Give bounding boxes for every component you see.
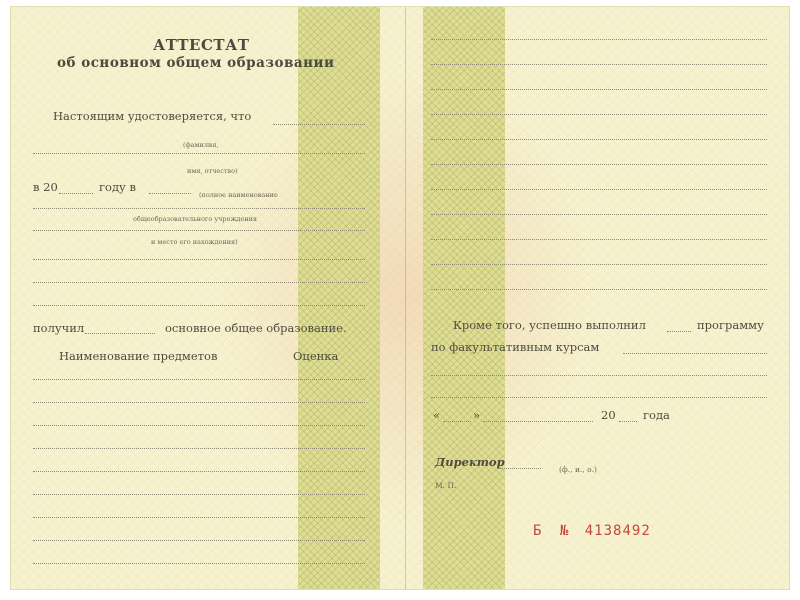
director-label: Директор <box>435 455 505 469</box>
received-suffix: основное общее образование. <box>165 321 347 335</box>
subject-row-line <box>431 64 767 65</box>
additional-line <box>667 331 691 332</box>
electives-line-2 <box>431 375 767 376</box>
year-prefix: в 20 <box>33 180 58 194</box>
certify-text: Настоящим удостоверяется, что <box>53 109 252 123</box>
subject-row-line <box>431 264 767 265</box>
serial-series: Б <box>533 523 543 539</box>
subject-row-line <box>33 379 365 380</box>
program-word: программу <box>697 318 764 332</box>
date-year-prefix: 20 <box>601 408 616 422</box>
date-month-line <box>483 421 593 422</box>
date-close-quote: » <box>473 408 481 422</box>
subject-row-line <box>431 164 767 165</box>
institution-line-1 <box>149 193 191 194</box>
page-fold <box>405 7 406 589</box>
subject-row-line <box>431 39 767 40</box>
received-line <box>85 333 155 334</box>
date-year-line <box>619 421 637 422</box>
additional-text: Кроме того, успешно выполнил <box>453 318 646 332</box>
subject-row-line <box>33 471 365 472</box>
hint-institution-2: общеобразовательного учреждения <box>133 215 258 223</box>
subject-row-line <box>33 448 365 449</box>
serial-number-value: 4138492 <box>584 523 651 539</box>
subject-row-line <box>431 239 767 240</box>
institution-line-2 <box>33 208 365 209</box>
date-year-suffix: года <box>643 408 670 422</box>
year-line <box>59 193 93 194</box>
subject-row-line <box>33 540 365 541</box>
serial-number-sign: № <box>559 523 570 539</box>
received-prefix: получил <box>33 321 85 335</box>
subject-row-line <box>33 402 365 403</box>
subject-row-line <box>431 289 767 290</box>
subject-row-line <box>431 139 767 140</box>
electives-text: по факультативным курсам <box>431 340 600 354</box>
certificate-subtitle: об основном общем образовании <box>57 55 335 71</box>
name-line-1 <box>273 124 365 125</box>
institution-line-5 <box>33 282 365 283</box>
name-line-2 <box>33 153 365 154</box>
date-open-quote: « <box>433 408 441 422</box>
certificate-title: АТТЕСТАТ <box>153 36 250 54</box>
security-band-right <box>423 7 505 589</box>
col-subjects-header: Наименование предметов <box>59 349 218 363</box>
director-signature-line <box>499 468 541 469</box>
electives-line-1 <box>623 353 767 354</box>
seal-label: М. П. <box>435 481 457 490</box>
hint-institution-3: и место его нахождения) <box>151 238 238 246</box>
subject-row-line <box>33 517 365 518</box>
serial-number <box>533 523 651 539</box>
subject-row-line <box>33 563 365 564</box>
subject-row-line <box>431 189 767 190</box>
date-day-line <box>443 421 471 422</box>
col-grade-header: Оценка <box>293 349 339 363</box>
hint-name: имя, отчество) <box>187 167 238 175</box>
subject-row-line <box>33 494 365 495</box>
institution-line-4 <box>33 259 365 260</box>
subject-row-line <box>431 214 767 215</box>
hint-surname: (фамилия, <box>183 141 219 149</box>
hint-institution-1: (полное наименование <box>199 191 278 199</box>
institution-line-3 <box>33 230 365 231</box>
security-band-left <box>298 7 380 589</box>
certificate-spread <box>10 6 790 590</box>
institution-line-6 <box>33 305 365 306</box>
subject-row-line <box>431 114 767 115</box>
subject-row-line <box>33 425 365 426</box>
subject-row-line <box>431 89 767 90</box>
year-suffix: году в <box>99 180 136 194</box>
director-hint: (ф., и., о.) <box>559 465 597 474</box>
electives-line-3 <box>431 397 767 398</box>
